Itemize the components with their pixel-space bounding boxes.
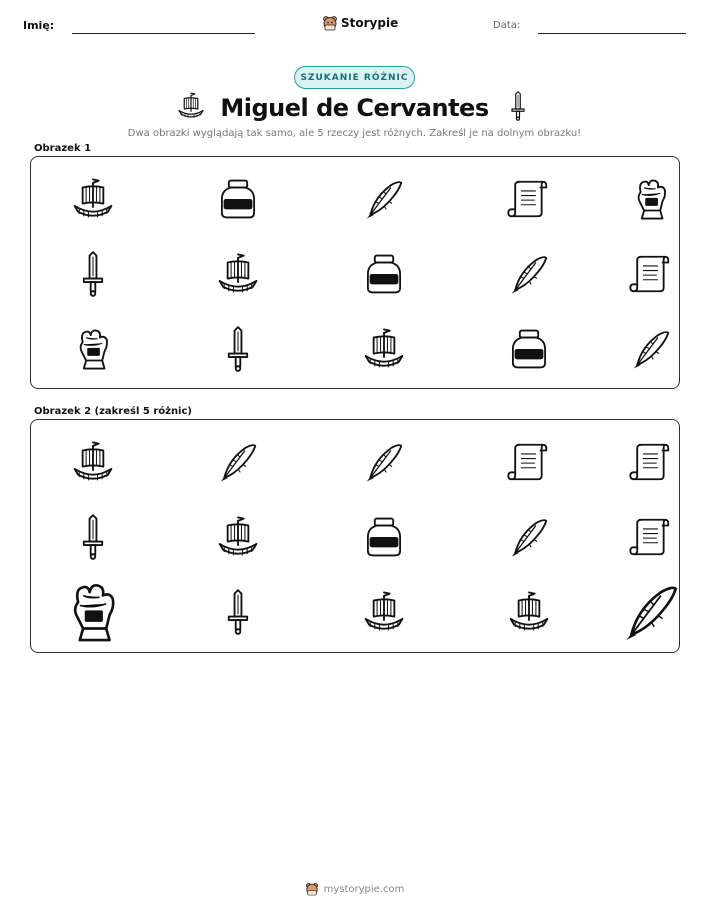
- date-line: [538, 33, 686, 34]
- bear-icon: [322, 15, 338, 31]
- date-label: Data:: [493, 20, 521, 31]
- logo-text: Storypie: [341, 16, 399, 30]
- picture1-quill-icon[interactable]: [361, 176, 407, 222]
- picture1-scroll-icon[interactable]: [628, 251, 674, 297]
- activity-badge: SZUKANIE RÓŻNIC: [294, 66, 415, 89]
- picture1-gauntlet-icon[interactable]: [628, 176, 674, 222]
- picture1-gauntlet-icon[interactable]: [70, 326, 116, 372]
- footer: [0, 879, 709, 899]
- title-sword-icon: [503, 91, 533, 125]
- picture2-ship-icon[interactable]: [215, 514, 261, 560]
- picture2-ship-icon[interactable]: [506, 589, 552, 635]
- picture1-sword-icon[interactable]: [70, 251, 116, 297]
- picture2-scroll-icon[interactable]: [628, 514, 674, 560]
- title-row: [0, 90, 709, 126]
- picture2-quill-icon[interactable]: [361, 439, 407, 485]
- picture1-ship-icon[interactable]: [361, 326, 407, 372]
- name-line: [72, 33, 255, 34]
- picture1-ship-icon[interactable]: [70, 176, 116, 222]
- picture2-quill-icon[interactable]: [506, 514, 552, 560]
- picture2-ship-icon[interactable]: [361, 589, 407, 635]
- picture1-panel: [30, 156, 680, 389]
- footer-bear-icon: [305, 882, 319, 896]
- page-title: Miguel de Cervantes: [220, 94, 489, 122]
- picture2-ship-icon[interactable]: [70, 439, 116, 485]
- picture1-inkpot-icon[interactable]: [506, 326, 552, 372]
- picture2-sword-icon[interactable]: [215, 589, 261, 635]
- picture2-quill-icon[interactable]: [618, 579, 684, 645]
- picture1-ship-icon[interactable]: [215, 251, 261, 297]
- picture2-scroll-icon[interactable]: [628, 439, 674, 485]
- picture2-sword-icon[interactable]: [70, 514, 116, 560]
- picture2-scroll-icon[interactable]: [506, 439, 552, 485]
- picture2-panel: [30, 419, 680, 653]
- picture2-label: Obrazek 2 (zakreśl 5 różnic): [34, 406, 192, 417]
- picture1-scroll-icon[interactable]: [506, 176, 552, 222]
- picture2-inkpot-icon[interactable]: [361, 514, 407, 560]
- picture2-grid: [31, 420, 679, 652]
- storypie-logo: [322, 13, 398, 33]
- title-ship-icon: [176, 91, 206, 125]
- picture2-gauntlet-icon[interactable]: [60, 579, 126, 645]
- name-label: Imię:: [23, 19, 55, 32]
- picture2-quill-icon[interactable]: [215, 439, 261, 485]
- picture1-inkpot-icon[interactable]: [215, 176, 261, 222]
- footer-url: mystorypie.com: [323, 883, 405, 895]
- instructions: Dwa obrazki wyglądają tak samo, ale 5 rzeczy jest różnych. Zakreśl je na dolnym obrazku!: [127, 128, 582, 139]
- picture1-quill-icon[interactable]: [506, 251, 552, 297]
- picture1-grid: [31, 157, 679, 388]
- picture1-quill-icon[interactable]: [628, 326, 674, 372]
- picture1-label: Obrazek 1: [34, 143, 92, 154]
- picture1-sword-icon[interactable]: [215, 326, 261, 372]
- picture1-inkpot-icon[interactable]: [361, 251, 407, 297]
